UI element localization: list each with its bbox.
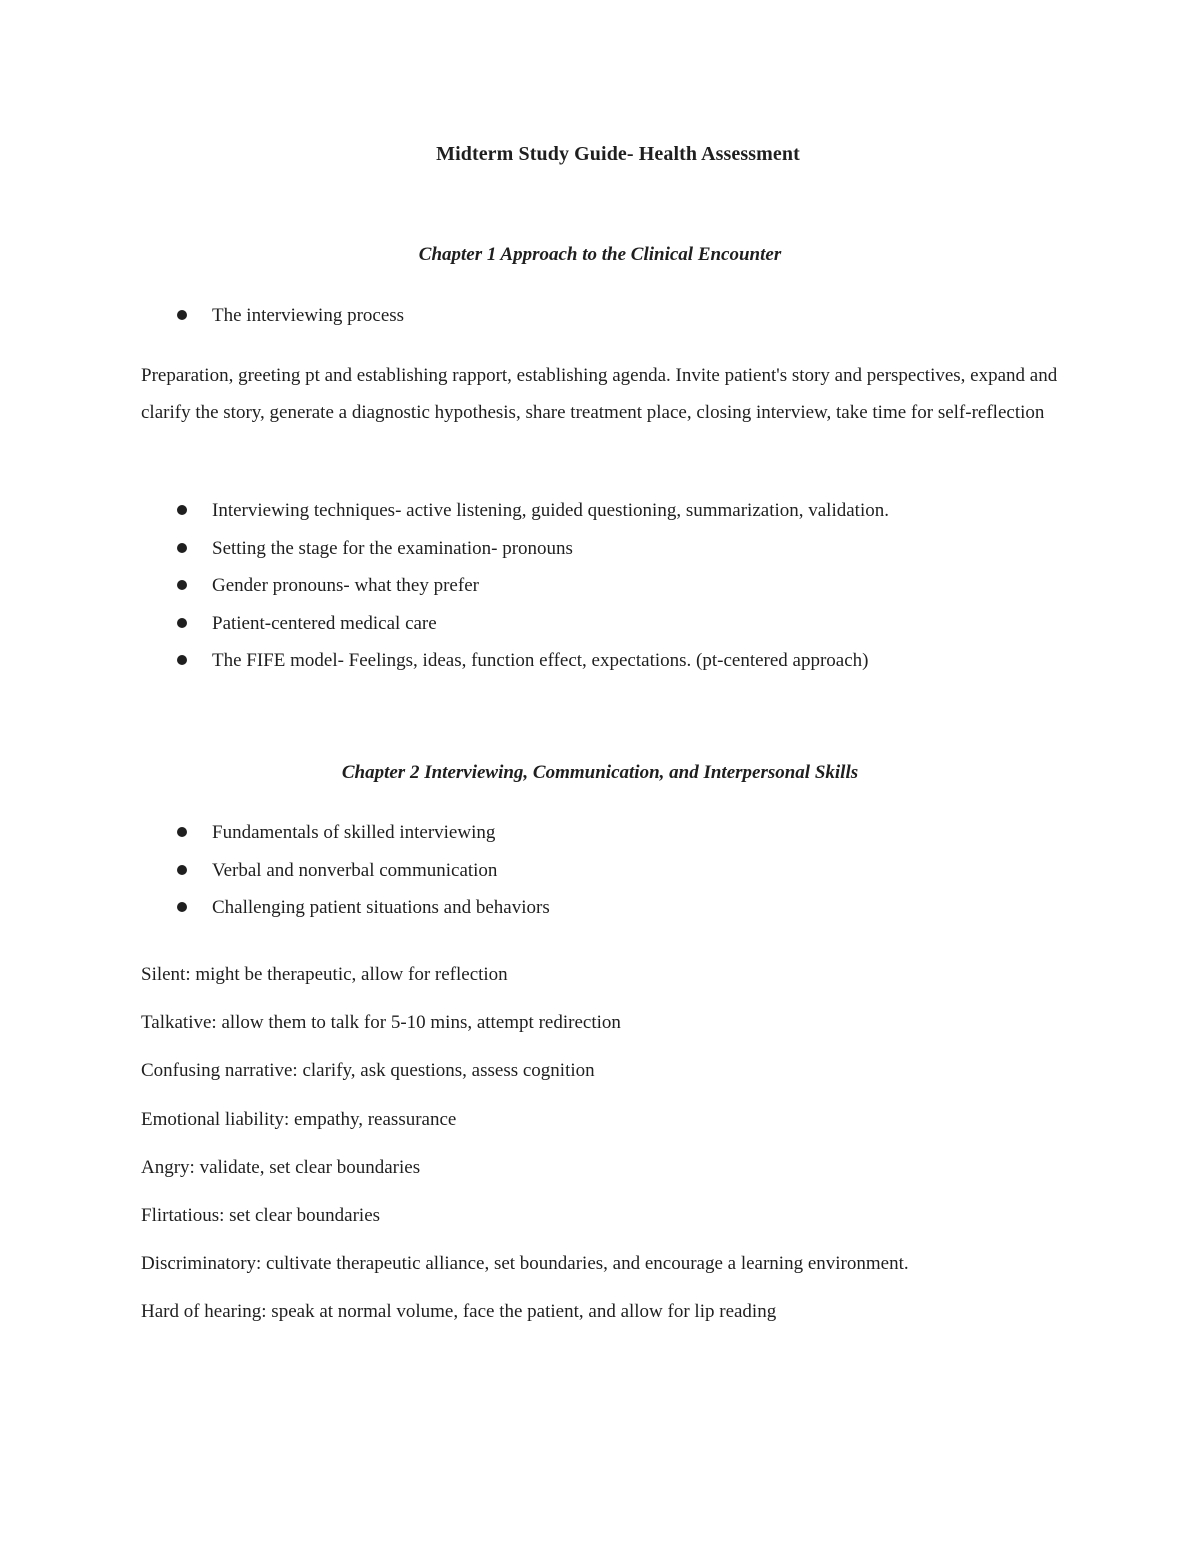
bullet-dot-icon — [177, 827, 187, 837]
behavior-line: Discriminatory: cultivate therapeutic alliance, set boundaries, and encourage a learning environment. — [141, 1253, 909, 1275]
bullet-dot-icon — [177, 902, 187, 912]
list-item — [0, 567, 1200, 605]
list-item-text: Fundamentals of skilled interviewing — [212, 822, 496, 843]
list-item — [0, 530, 1200, 568]
list-item-text: Challenging patient situations and behaviors — [212, 897, 550, 918]
list-item-text: Verbal and nonverbal communication — [212, 859, 498, 881]
behavior-line: Emotional liability: empathy, reassurance — [141, 1108, 457, 1130]
list-item-text: The FIFE model- Feelings, ideas, function effect, expectations. (pt-centered approach) — [212, 650, 869, 671]
list-item-text: Gender pronouns- what they prefer — [212, 575, 479, 596]
list-item — [0, 605, 1200, 643]
list-item-text: Setting the stage for the examination- pronouns — [212, 537, 573, 559]
list-item — [0, 492, 1200, 530]
bullet-dot-icon — [177, 655, 187, 665]
list-item-text: The interviewing process — [212, 305, 405, 326]
bullet-dot-icon — [177, 310, 187, 320]
behavior-line: Angry: validate, set clear boundaries — [141, 1156, 421, 1178]
list-item-text: Interviewing techniques- active listening, guided questioning, summarization, validation. — [212, 500, 889, 521]
document-title: Midterm Study Guide- Health Assessment — [436, 143, 800, 165]
chapter-1-bullet-list-b — [0, 492, 1200, 680]
list-item — [0, 297, 1200, 335]
chapter-1-bullet-list-a — [0, 297, 1200, 335]
chapter-1-heading: Chapter 1 Approach to the Clinical Encounter — [418, 244, 782, 265]
list-item — [0, 814, 1200, 852]
behavior-line: Talkative: allow them to talk for 5-10 mins, attempt redirection — [141, 1012, 621, 1034]
bullet-dot-icon — [177, 865, 187, 875]
behavior-line: Confusing narrative: clarify, ask questions, assess cognition — [141, 1060, 595, 1082]
behavior-line: Silent: might be therapeutic, allow for reflection — [141, 964, 508, 985]
bullet-dot-icon — [177, 618, 187, 628]
bullet-dot-icon — [177, 580, 187, 590]
chapter-2-bullet-list — [0, 814, 1200, 927]
list-item — [0, 889, 1200, 927]
behavior-line: Flirtatious: set clear boundaries — [141, 1205, 381, 1227]
bullet-dot-icon — [177, 543, 187, 553]
list-item — [0, 852, 1200, 890]
bullet-dot-icon — [177, 505, 187, 515]
chapter-1-paragraph: Preparation, greeting pt and establishing rapport, establishing agenda. Invite patient's story and perspectives, expand and clarify the story, generate a diagnostic hypothesis, share treatment place, closing interview, take time for self-reflection — [141, 365, 1058, 423]
behavior-line: Hard of hearing: speak at normal volume, face the patient, and allow for lip reading — [141, 1301, 777, 1323]
list-item — [0, 642, 1200, 680]
behaviors-list — [141, 951, 1141, 1337]
list-item-text: Patient-centered medical care — [212, 612, 437, 634]
chapter-2-heading: Chapter 2 Interviewing, Communication, and Interpersonal Skills — [341, 762, 859, 783]
